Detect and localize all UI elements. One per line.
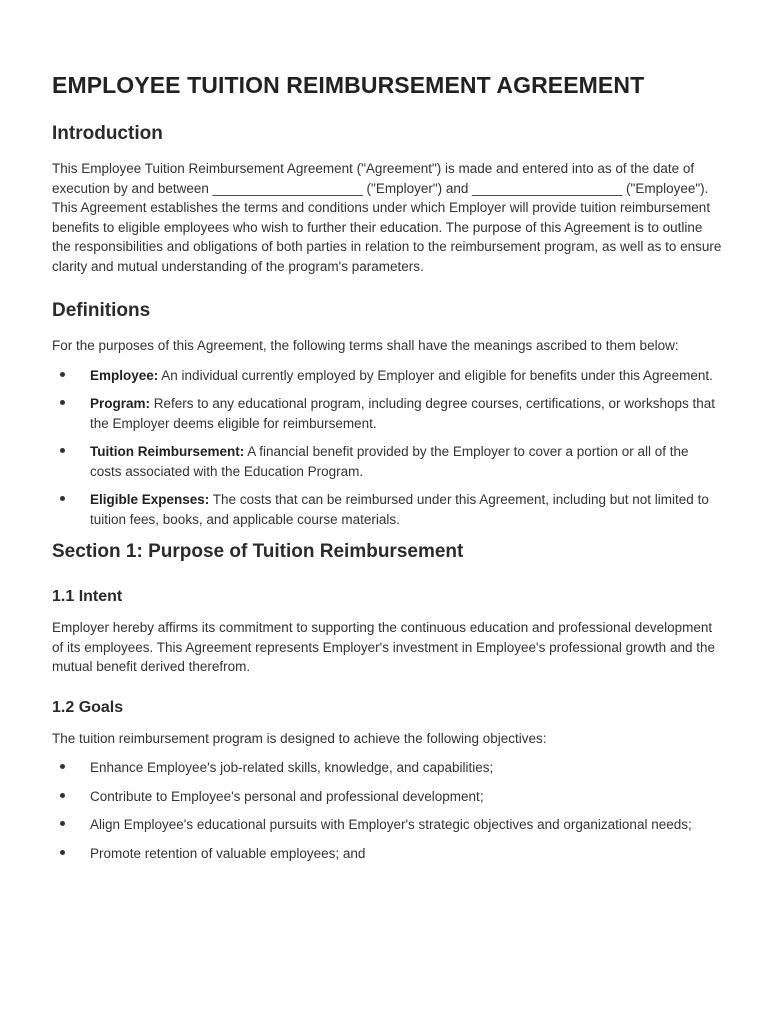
definition-text: An individual currently employed by Employer and eligible for benefits under this Agreement. — [158, 367, 713, 383]
definitions-heading: Definitions — [52, 300, 151, 321]
goals-intro-paragraph: The tuition reimbursement program is designed to achieve the following objectives: — [52, 730, 547, 746]
definition-item-employee — [52, 366, 722, 386]
definition-item-tuition-reimbursement — [52, 442, 722, 481]
bullet-icon — [60, 448, 65, 453]
intent-paragraph: Employer hereby affirms its commitment to supporting the continuous education and professional development of its employees. This Agreement represents Employer's investment in Employee's professional growth and the mutual benefit derived therefrom. — [52, 620, 715, 674]
definition-term: Tuition Reimbursement: — [90, 444, 245, 459]
intent-heading: 1.1 Intent — [52, 588, 123, 605]
bullet-icon — [60, 400, 65, 405]
definition-term: Program: — [90, 396, 151, 411]
goal-item — [52, 758, 722, 778]
definition-text: A financial benefit provided by the Employer to cover a portion or all of the costs associated with the Education Program. — [90, 444, 689, 479]
document-page — [52, 70, 722, 872]
goal-item — [52, 815, 722, 835]
bullet-icon — [60, 764, 65, 769]
introduction-paragraph: This Employee Tuition Reimbursement Agreement ("Agreement") is made and entered into as of the date of execution by and between ____________________ ("Employer") and ____________________ ("Employee"). This Agreement establishes the terms and conditions under which Employer will provide tuition reimbursement benefits to eligible employees who wish to further their education. The purpose of this Agreement is to outline the responsibilities and obligations of both parties in relation to the reimbursement program, as well as to ensure clarity and mutual understanding of the program's parameters. — [52, 161, 722, 274]
definition-text: Refers to any educational program, including degree courses, certifications, or workshops that the Employer deems eligible for reimbursement. — [90, 396, 716, 431]
goals-list — [52, 758, 722, 863]
goal-text: Contribute to Employee's personal and professional development; — [90, 788, 484, 804]
bullet-icon — [60, 372, 65, 377]
document-title: EMPLOYEE TUITION REIMBURSEMENT AGREEMENT — [52, 72, 645, 98]
goals-heading: 1.2 Goals — [52, 698, 124, 716]
definition-term: Eligible Expenses: — [90, 492, 210, 507]
definitions-list — [52, 366, 722, 530]
bullet-icon — [60, 793, 65, 798]
section-1-heading: Section 1: Purpose of Tuition Reimbursement — [52, 541, 464, 562]
definition-term: Employee: — [90, 367, 159, 383]
goal-text: Align Employee's educational pursuits with Employer's strategic objectives and organizational needs; — [90, 817, 692, 832]
definition-item-program — [52, 394, 722, 433]
introduction-heading: Introduction — [52, 123, 163, 144]
goal-text: Enhance Employee's job-related skills, knowledge, and capabilities; — [90, 760, 494, 775]
bullet-icon — [60, 496, 65, 501]
goal-item — [52, 844, 722, 864]
definition-text: The costs that can be reimbursed under this Agreement, including but not limited to tuition fees, books, and applicable course materials. — [90, 492, 709, 527]
goal-text: Promote retention of valuable employees; and — [90, 845, 366, 861]
bullet-icon — [60, 850, 65, 855]
definition-item-eligible-expenses — [52, 490, 722, 529]
goal-item — [52, 787, 722, 807]
bullet-icon — [60, 821, 65, 826]
definitions-intro-paragraph: For the purposes of this Agreement, the following terms shall have the meanings ascribed to them below: — [52, 338, 679, 353]
